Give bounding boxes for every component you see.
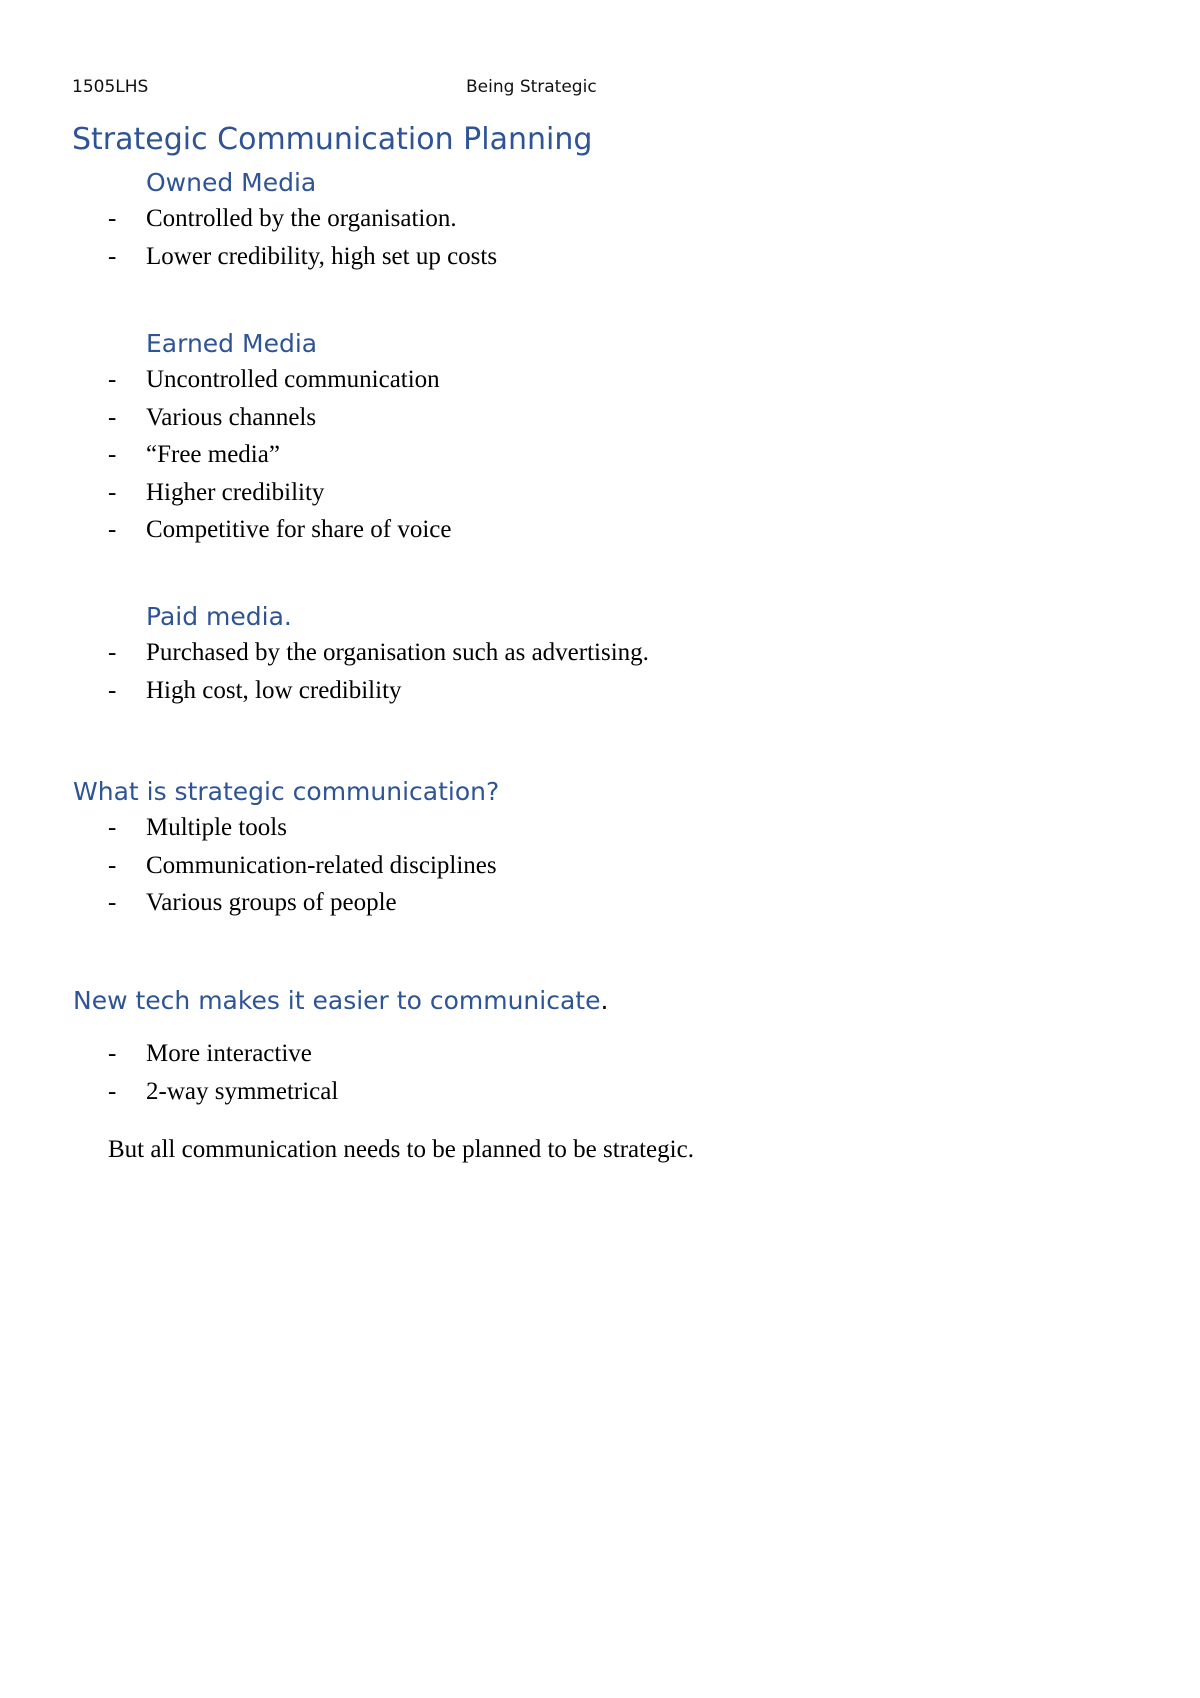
section-heading-new-tech <box>73 985 608 1017</box>
list-item-text: Controlled by the organisation. <box>146 205 457 232</box>
bullet-dash: - <box>108 516 117 543</box>
header-course-code: 1505LHS <box>72 77 149 97</box>
section-heading-what-is: What is strategic communication? <box>73 777 500 806</box>
list-item-text: Multiple tools <box>146 814 287 841</box>
bullet-dash: - <box>108 851 117 879</box>
bullet-dash: - <box>108 1077 117 1105</box>
list-item-text: 2-way symmetrical <box>146 1077 339 1105</box>
list-item-text: High cost, low credibility <box>146 676 402 704</box>
bullet-dash: - <box>108 814 117 841</box>
bullet-dash: - <box>108 889 117 916</box>
list-item-text: Uncontrolled communication <box>146 366 440 393</box>
list-item-text: Purchased by the organisation such as advertising. <box>146 639 649 666</box>
list-item-text: Higher credibility <box>146 478 325 506</box>
section-heading-owned-media: Owned Media <box>146 168 317 197</box>
list-item-text: Communication-related disciplines <box>146 851 497 879</box>
bullet-dash: - <box>108 403 117 431</box>
list-item-text: More interactive <box>146 1040 312 1067</box>
list-item-text: Various channels <box>146 403 317 431</box>
header-title: Being Strategic <box>466 77 597 97</box>
page-title: Strategic Communication Planning <box>72 122 593 157</box>
section-heading-new-tech-text: New tech makes it easier to communicate <box>73 986 601 1015</box>
conclusion-text: But all communication needs to be planned to be strategic. <box>108 1136 694 1163</box>
bullet-dash: - <box>108 478 117 506</box>
list-item-text: “Free media” <box>146 441 280 468</box>
section-heading-earned-media: Earned Media <box>146 329 318 358</box>
bullet-dash: - <box>108 676 117 704</box>
list-item-text: Lower credibility, high set up costs <box>146 242 498 270</box>
bullet-dash: - <box>108 205 117 232</box>
bullet-dash: - <box>108 366 117 393</box>
section-heading-paid-media: Paid media. <box>146 602 292 631</box>
bullet-dash: - <box>108 441 117 468</box>
list-item-text: Competitive for share of voice <box>146 516 452 543</box>
list-item-text: Various groups of people <box>146 889 397 916</box>
bullet-dash: - <box>108 1040 117 1067</box>
bullet-dash: - <box>108 242 117 270</box>
bullet-dash: - <box>108 639 117 666</box>
section-heading-new-tech-period: . <box>600 986 609 1015</box>
